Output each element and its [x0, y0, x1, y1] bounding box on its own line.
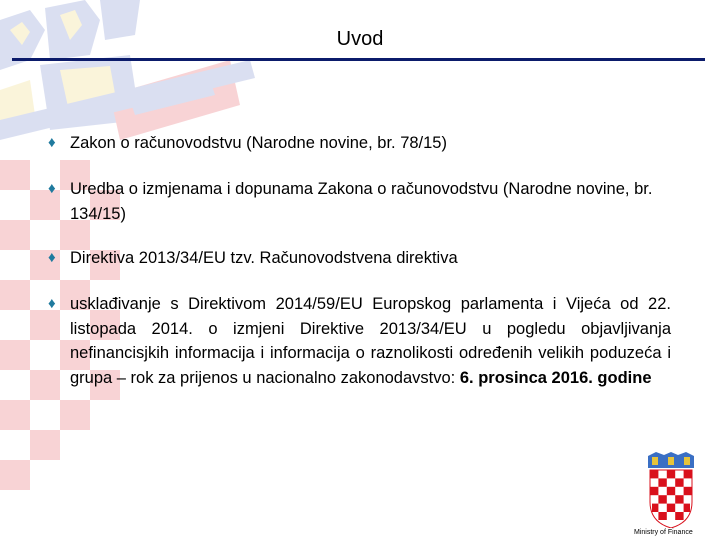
croatian-coat-of-arms-icon: [644, 452, 698, 528]
bullet-item: [48, 292, 671, 390]
bullet-text-regular: usklađivanje s Direktivom 2014/59/EU Europskog parlamenta i Vijeća od 22. listopada 2014. o izmjeni Direktive 2013/34/EU u pogledu objavljivanja nefinancisjkih informacija i informacija o raznolikosti određenih velikih poduzeća i grupa – rok za prijenos u nacionalno zakonodavstvo:: [70, 295, 671, 387]
bullet-item: [48, 131, 671, 156]
diamond-bullet-icon: ♦: [48, 295, 56, 312]
bullet-text: [70, 292, 671, 390]
diamond-bullet-icon: ♦: [48, 134, 56, 151]
bullet-text: Zakon o računovodstvu (Narodne novine, br. 78/15): [70, 134, 447, 152]
ministry-label: Ministry of Finance: [634, 529, 693, 536]
bullet-text-deadline: 6. prosinca 2016. godine: [459, 368, 652, 387]
diamond-bullet-icon: ♦: [48, 180, 56, 197]
bullet-text: Uredba o izmjenama i dopunama Zakona o računovodstvu (Narodne novine, br. 134/15): [70, 180, 653, 223]
title-underline: [12, 58, 705, 61]
slide-title: Uvod: [336, 28, 384, 50]
bullet-item: [48, 177, 671, 226]
diamond-bullet-icon: ♦: [48, 249, 56, 266]
bullet-item: [48, 246, 671, 271]
bullet-text: Direktiva 2013/34/EU tzv. Računovodstvena direktiva: [70, 249, 458, 267]
